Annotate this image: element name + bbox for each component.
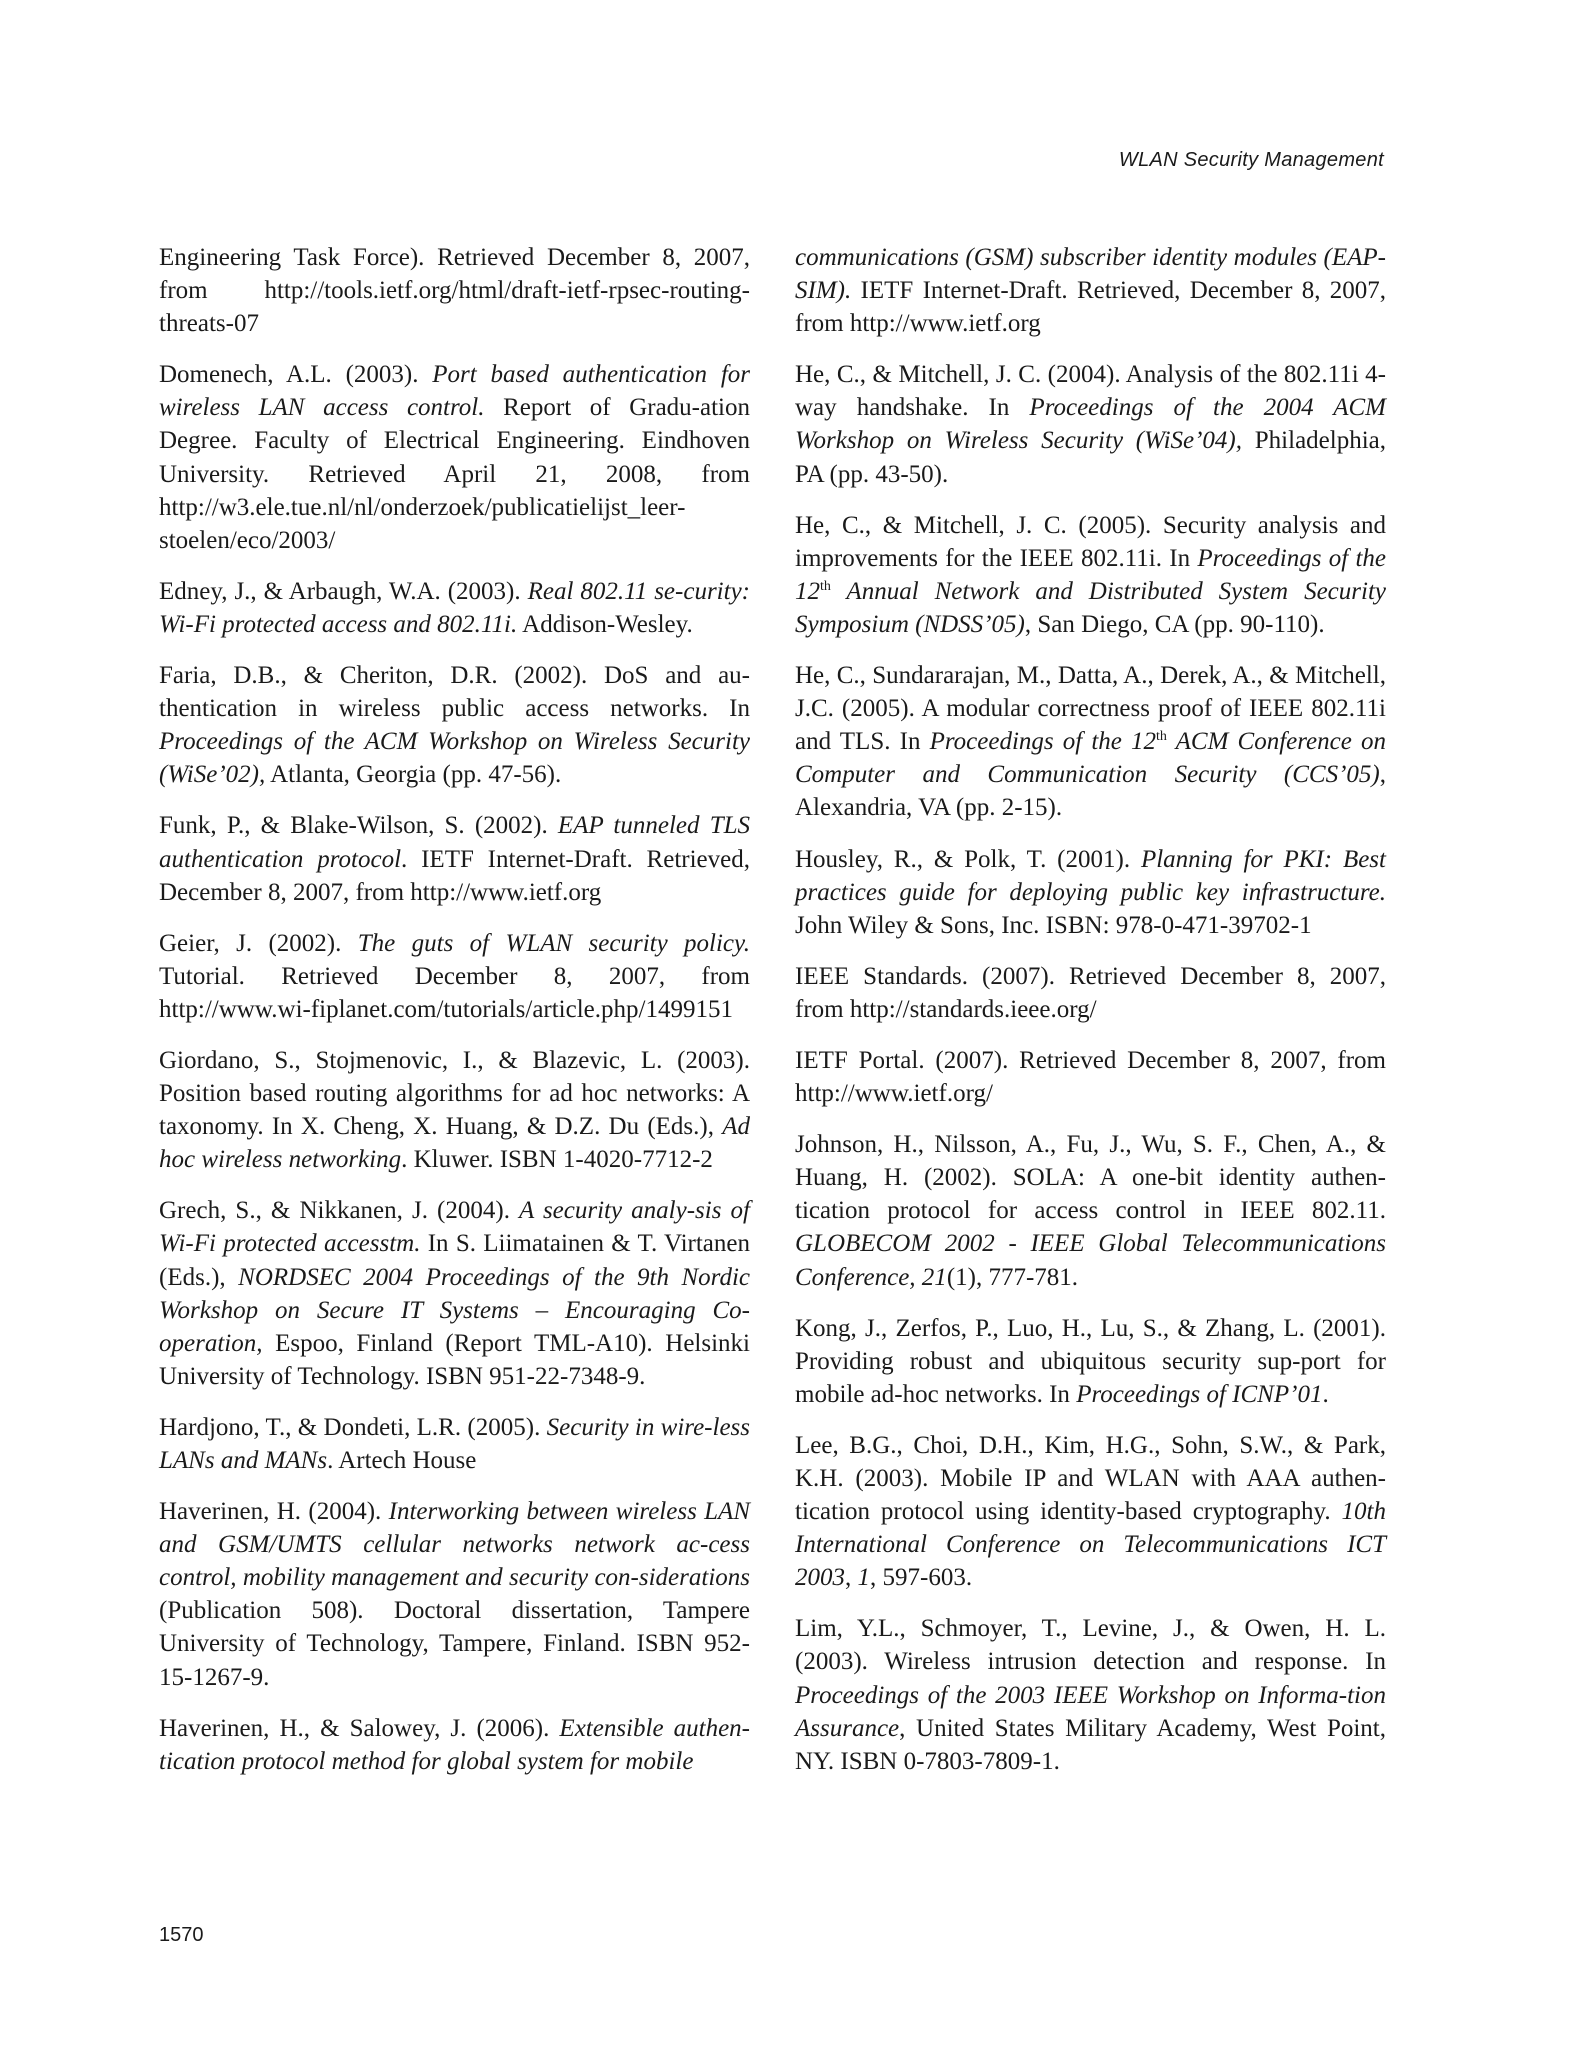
reference-text: John Wiley & Sons, Inc. ISBN: 978-0-471-39702-1 xyxy=(795,911,1312,939)
reference-text: . IETF Internet-Draft. Retrieved, December 8, 2007, from http://www.ietf.org xyxy=(159,845,750,906)
reference-text: , xyxy=(845,1564,858,1592)
reference-text: , Alexandria, VA (pp. 2-15). xyxy=(795,761,1386,822)
reference-text: , United States Military Academy, West Point, NY. ISBN 0-7803-7809-1. xyxy=(795,1714,1386,1775)
reference-italic-text: Interworking between wireless LAN and GSM/UMTS cellular networks network ac-cess control, mobility management and security con-siderations xyxy=(159,1498,750,1592)
page-number: 1570 xyxy=(159,1924,204,1946)
reference-entry xyxy=(795,1312,1386,1411)
reference-italic-text: communications (GSM) subscriber identity modules (EAP-SIM). xyxy=(795,244,1386,305)
reference-italic-text: Proceedings of the 12 xyxy=(929,728,1157,756)
reference-entry xyxy=(159,927,750,1026)
reference-text: . xyxy=(1322,1380,1329,1408)
reference-italic-text: ACM Conference on Computer and Communication Security (CCS’05) xyxy=(795,728,1386,789)
reference-italic-text: EAP tunneled TLS authentication protocol xyxy=(159,812,750,873)
reference-text: Kong, J., Zerfos, P., Luo, H., Lu, S., & Zhang, L. (2001). Providing robust and ubiquitous security sup-port for mobile ad-hoc networks. In xyxy=(795,1314,1386,1408)
reference-italic-text: Planning for PKI: Best practices guide for deploying public key infrastructure. xyxy=(795,845,1386,906)
reference-text: Philadelphia, PA (pp. 43-50). xyxy=(795,427,1386,488)
reference-entry xyxy=(159,358,750,557)
reference-text: Haverinen, H., & Salowey, J. (2006). xyxy=(159,1714,560,1742)
reference-text: Haverinen, H. (2004). xyxy=(159,1498,389,1526)
reference-entry xyxy=(159,575,750,641)
reference-text: (1), 777-781. xyxy=(946,1263,1079,1291)
reference-italic-text: Proceedings of ICNP’01 xyxy=(1076,1380,1323,1408)
reference-italic-text: Annual Network and Distributed System Security Symposium (NDSS’05) xyxy=(795,577,1386,638)
reference-italic-text: A security analy-sis of Wi-Fi protected accesstm. xyxy=(159,1197,750,1258)
reference-italic-text: The guts of WLAN security policy. xyxy=(357,929,750,957)
reference-entry xyxy=(795,1044,1386,1110)
reference-entry xyxy=(159,1044,750,1176)
reference-text: IETF Portal. (2007). Retrieved December 8, 2007, from http://www.ietf.org/ xyxy=(795,1046,1386,1108)
reference-italic-text: GLOBECOM 2002 - IEEE Global Telecommunications Conference, 21 xyxy=(795,1230,1386,1291)
reference-italic-text: Security in wire-less LANs and MANs xyxy=(159,1413,750,1474)
reference-entry xyxy=(795,241,1386,340)
references-left-column xyxy=(159,241,750,1796)
reference-text: Domenech, A.L. (2003). xyxy=(159,361,433,389)
reference-text: He, C., Sundararajan, M., Datta, A., Derek, A., & Mitchell, J.C. (2005). A modular correctness proof of IEEE 802.11i and TLS. In xyxy=(795,662,1386,756)
reference-italic-text: Proceedings of the 2004 ACM Workshop on Wireless Security (WiSe’04), xyxy=(795,394,1386,455)
reference-text: Espoo, Finland (Report TML-A10). Helsinki University of Technology. ISBN 951-22-7348-9. xyxy=(159,1329,750,1390)
reference-text: Geier, J. (2002). xyxy=(159,929,358,957)
reference-italic-text: Extensible authen-tication protocol method for global system for mobile xyxy=(159,1714,750,1775)
reference-text: Lim, Y.L., Schmoyer, T., Levine, J., & Owen, H. L. (2003). Wireless intrusion detection and response. In xyxy=(795,1615,1386,1676)
reference-text: Tutorial. Retrieved December 8, 2007, from http://www.wi-fiplanet.com/tutorials/article.php/1499151 xyxy=(159,962,750,1023)
reference-entry xyxy=(795,1612,1386,1777)
reference-italic-text: Proceedings of the ACM Workshop on Wireless Security (WiSe’02), xyxy=(159,728,750,789)
reference-italic-text: Ad hoc wireless networking xyxy=(159,1113,750,1174)
reference-italic-text: NORDSEC 2004 Proceedings of the 9th Nordic Workshop on Secure IT Systems – Encouraging Co-operation, xyxy=(159,1263,750,1357)
reference-text: Johnson, H., Nilsson, A., Fu, J., Wu, S. F., Chen, A., & Huang, H. (2002). SOLA: A one-bit identity authen-tication protocol for access control in IEEE 802.11. xyxy=(795,1131,1386,1225)
reference-text: IETF Internet-Draft. Retrieved, December 8, 2007, from http://www.ietf.org xyxy=(795,277,1386,338)
reference-italic-text: Proceedings of the 12 xyxy=(795,544,1386,605)
references-right-column xyxy=(795,241,1386,1796)
reference-entry xyxy=(159,241,750,340)
reference-entry xyxy=(159,1495,750,1694)
superscript: th xyxy=(820,578,831,594)
reference-entry xyxy=(795,1128,1386,1293)
reference-text: Engineering Task Force). Retrieved December 8, 2007, from http://tools.ietf.org/html/draft-ietf-rpsec-routing-threats-07 xyxy=(159,244,750,338)
reference-entry xyxy=(159,1194,750,1393)
reference-text: . Artech House xyxy=(327,1447,477,1474)
reference-text: IEEE Standards. (2007). Retrieved December 8, 2007, from http://standards.ieee.org/ xyxy=(795,962,1386,1023)
reference-text: He, C., & Mitchell, J. C. (2005). Security analysis and improvements for the IEEE 802.11i. In xyxy=(795,511,1386,572)
reference-text: , 597-603. xyxy=(870,1564,973,1592)
superscript: th xyxy=(1156,729,1167,745)
reference-text: Hardjono, T., & Dondeti, L.R. (2005). xyxy=(159,1413,547,1441)
reference-text: Lee, B.G., Choi, D.H., Kim, H.G., Sohn, S.W., & Park, K.H. (2003). Mobile IP and WLAN with AAA authen-tication protocol using identity-based cryptography. xyxy=(795,1431,1386,1526)
reference-entry xyxy=(159,1712,750,1778)
reference-text: Atlanta, Georgia (pp. 47-56). xyxy=(265,761,562,789)
reference-entry xyxy=(795,843,1386,942)
reference-italic-text: Real 802.11 se-curity: Wi-Fi protected access and 802.11i. xyxy=(159,577,750,638)
running-header: WLAN Security Management xyxy=(1118,149,1384,171)
reference-text: Addison-Wesley. xyxy=(517,610,693,638)
reference-text: Grech, S., & Nikkanen, J. (2004). xyxy=(159,1197,520,1225)
reference-text: . Kluwer. ISBN 1-4020-7712-2 xyxy=(401,1146,713,1174)
reference-text: In S. Liimatainen & T. Virtanen (Eds.), xyxy=(159,1230,750,1291)
reference-entry xyxy=(795,1429,1386,1594)
reference-text: , San Diego, CA (pp. 90-110). xyxy=(1024,610,1325,638)
reference-text: (Publication 508). Doctoral dissertation, Tampere University of Technology, Tampere, Finland. ISBN 952-15-1267-9. xyxy=(159,1597,750,1691)
reference-text: Giordano, S., Stojmenovic, I., & Blazevic, L. (2003). Position based routing algorithms for ad hoc networks: A taxonomy. In X. Cheng, X. Huang, & D.Z. Du (Eds.), xyxy=(159,1046,750,1141)
reference-italic-text: Proceedings of the 2003 IEEE Workshop on Informa-tion Assurance xyxy=(795,1681,1386,1742)
reference-text: Housley, R., & Polk, T. (2001). xyxy=(795,845,1141,873)
reference-text: Funk, P., & Blake-Wilson, S. (2002). xyxy=(159,812,558,840)
reference-entry xyxy=(795,659,1386,824)
reference-text: He, C., & Mitchell, J. C. (2004). Analysis of the 802.11i 4-way handshake. In xyxy=(795,361,1386,422)
reference-entry xyxy=(159,1411,750,1477)
reference-text: Faria, D.B., & Cheriton, D.R. (2002). DoS and au-thentication in wireless public access networks. In xyxy=(159,662,750,723)
reference-italic-text: 10th International Conference on Telecommunications ICT 2003 xyxy=(795,1498,1386,1592)
reference-text: Report of Gradu-ation Degree. Faculty of Electrical Engineering. Eindhoven University. Retrieved April 21, 2008, from http://w3.ele.tue.nl/nl/onderzoek/publicatielijst_leer-stoelen/eco/2003/ xyxy=(159,394,750,554)
reference-text: Edney, J., & Arbaugh, W.A. (2003). xyxy=(159,577,528,605)
reference-italic-text: 1 xyxy=(857,1564,870,1592)
reference-entry xyxy=(159,809,750,908)
reference-entry xyxy=(795,509,1386,641)
reference-italic-text: Port based authentication for wireless LAN access control. xyxy=(159,361,750,422)
reference-entry xyxy=(795,960,1386,1026)
reference-entry xyxy=(795,358,1386,490)
reference-entry xyxy=(159,659,750,791)
